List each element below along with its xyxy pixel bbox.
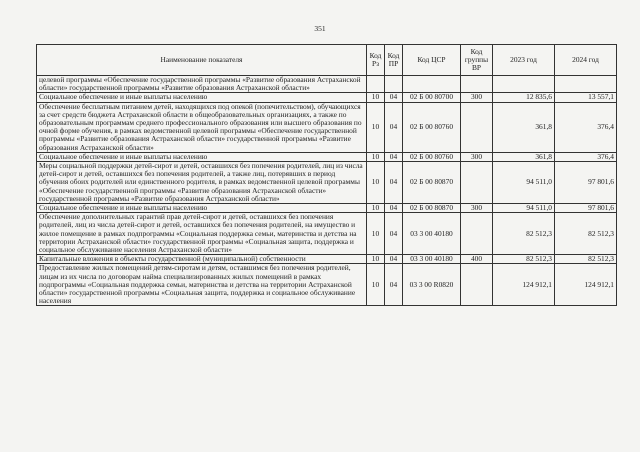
cell-y2023: 94 511,0 [493, 204, 555, 213]
cell-pr: 04 [385, 162, 403, 204]
cell-y2024: 97 801,6 [555, 204, 617, 213]
header-2023: 2023 год [493, 45, 555, 76]
cell-csr [403, 76, 461, 93]
table-row [37, 93, 617, 102]
cell-rz: 10 [367, 204, 385, 213]
cell-rz: 10 [367, 162, 385, 204]
table-row [37, 204, 617, 213]
cell-y2024: 376,4 [555, 152, 617, 161]
cell-name: целевой программы «Обеспечение государственной программы «Развитие образования Астраханской области» государственной программы «Развитие образования Астраханской области» [37, 76, 367, 93]
header-vr: Код группы ВР [461, 45, 493, 76]
cell-y2023: 82 512,3 [493, 213, 555, 255]
cell-name: Обеспечение дополнительных гарантий прав детей-сирот и детей, оставшихся без попечения родителей, лиц из числа детей-сирот и детей, оставшихся без попечения родителей, на имущество и жилое помещение в рамках подпрограммы «Социальная поддержка семьи, материнства и детства на территории Астраханской области» государственной программы «Социальная защита, поддержка и социальное обслуживание населения Астраханской области» [37, 213, 367, 255]
cell-y2023: 361,8 [493, 152, 555, 161]
cell-vr [461, 162, 493, 204]
cell-y2023: 12 835,6 [493, 93, 555, 102]
cell-vr [461, 213, 493, 255]
cell-name: Социальное обеспечение и иные выплаты населению [37, 204, 367, 213]
page-number: 351 [314, 24, 326, 33]
cell-y2023: 361,8 [493, 102, 555, 152]
header-csr: Код ЦСР [403, 45, 461, 76]
table-row [37, 213, 617, 255]
cell-pr [385, 76, 403, 93]
cell-csr: 02 Б 00 80760 [403, 152, 461, 161]
cell-y2023: 82 512,3 [493, 255, 555, 264]
cell-name: Социальное обеспечение и иные выплаты населению [37, 152, 367, 161]
cell-csr: 03 3 00 40180 [403, 213, 461, 255]
cell-y2023: 124 912,1 [493, 264, 555, 306]
cell-rz [367, 76, 385, 93]
cell-csr: 03 3 00 40180 [403, 255, 461, 264]
cell-csr: 02 Б 00 80760 [403, 102, 461, 152]
table-row [37, 264, 617, 306]
cell-pr: 04 [385, 255, 403, 264]
header-rz: Код Рз [367, 45, 385, 76]
cell-pr: 04 [385, 93, 403, 102]
cell-rz: 10 [367, 102, 385, 152]
cell-rz: 10 [367, 93, 385, 102]
table-row [37, 162, 617, 204]
cell-pr: 04 [385, 102, 403, 152]
cell-name: Социальное обеспечение и иные выплаты населению [37, 93, 367, 102]
cell-csr: 02 Б 00 80870 [403, 162, 461, 204]
cell-pr: 04 [385, 204, 403, 213]
cell-name: Меры социальной поддержки детей-сирот и детей, оставшихся без попечения родителей, лиц из числа детей-сирот и детей, оставшихся без попечения родителей, а также лиц, потерявших в период обучения обоих родителей или единственного родителя, в рамках ведомственной целевой программы «Обеспечение государственной программы «Развитие образования Астраханской области» государственной программы «Развитие образования Астраханской области» [37, 162, 367, 204]
cell-name: Капитальные вложения в объекты государственной (муниципальной) собственности [37, 255, 367, 264]
table-row [37, 255, 617, 264]
cell-rz: 10 [367, 152, 385, 161]
cell-csr: 02 Б 00 80700 [403, 93, 461, 102]
cell-vr [461, 264, 493, 306]
table-row [37, 152, 617, 161]
cell-y2024: 13 557,1 [555, 93, 617, 102]
header-name: Наименование показателя [37, 45, 367, 76]
cell-name: Предоставление жилых помещений детям-сиротам и детям, оставшимся без попечения родителей, лицам из их числа по договорам найма специализированных жилых помещений в рамках подпрограммы «Социальная поддержка семьи, материнства и детства на территории Астраханской области» государственной программы «Социальная защита, поддержка и социальное обслуживание населения [37, 264, 367, 306]
cell-pr: 04 [385, 152, 403, 161]
cell-rz: 10 [367, 264, 385, 306]
cell-name: Обеспечение бесплатным питанием детей, находящихся под опекой (попечительством), обучающихся за счет средств бюджета Астраханской области в общеобразовательных организациях, а также по образовательным программам среднего профессионального образования или высшего образования по очной форме обучения, в рамках ведомственной целевой программы «Обеспечение государственной программы «Развитие образования Астраханской области» государственной программы «Развитие образования Астраханской области» [37, 102, 367, 152]
cell-y2024 [555, 76, 617, 93]
cell-y2024: 376,4 [555, 102, 617, 152]
budget-table [36, 44, 617, 306]
cell-rz: 10 [367, 255, 385, 264]
cell-y2024: 97 801,6 [555, 162, 617, 204]
table-row [37, 102, 617, 152]
cell-y2024: 124 912,1 [555, 264, 617, 306]
cell-y2023 [493, 76, 555, 93]
header-2024: 2024 год [555, 45, 617, 76]
cell-pr: 04 [385, 264, 403, 306]
cell-vr: 300 [461, 93, 493, 102]
cell-csr: 02 Б 00 80870 [403, 204, 461, 213]
cell-y2024: 82 512,3 [555, 255, 617, 264]
table-row [37, 76, 617, 93]
header-pr: Код ПР [385, 45, 403, 76]
cell-pr: 04 [385, 213, 403, 255]
cell-vr [461, 102, 493, 152]
cell-vr: 300 [461, 152, 493, 161]
cell-vr [461, 76, 493, 93]
cell-y2023: 94 511,0 [493, 162, 555, 204]
cell-y2024: 82 512,3 [555, 213, 617, 255]
cell-csr: 03 3 00 R0820 [403, 264, 461, 306]
cell-vr: 400 [461, 255, 493, 264]
cell-rz: 10 [367, 213, 385, 255]
cell-vr: 300 [461, 204, 493, 213]
header-row [37, 45, 617, 76]
